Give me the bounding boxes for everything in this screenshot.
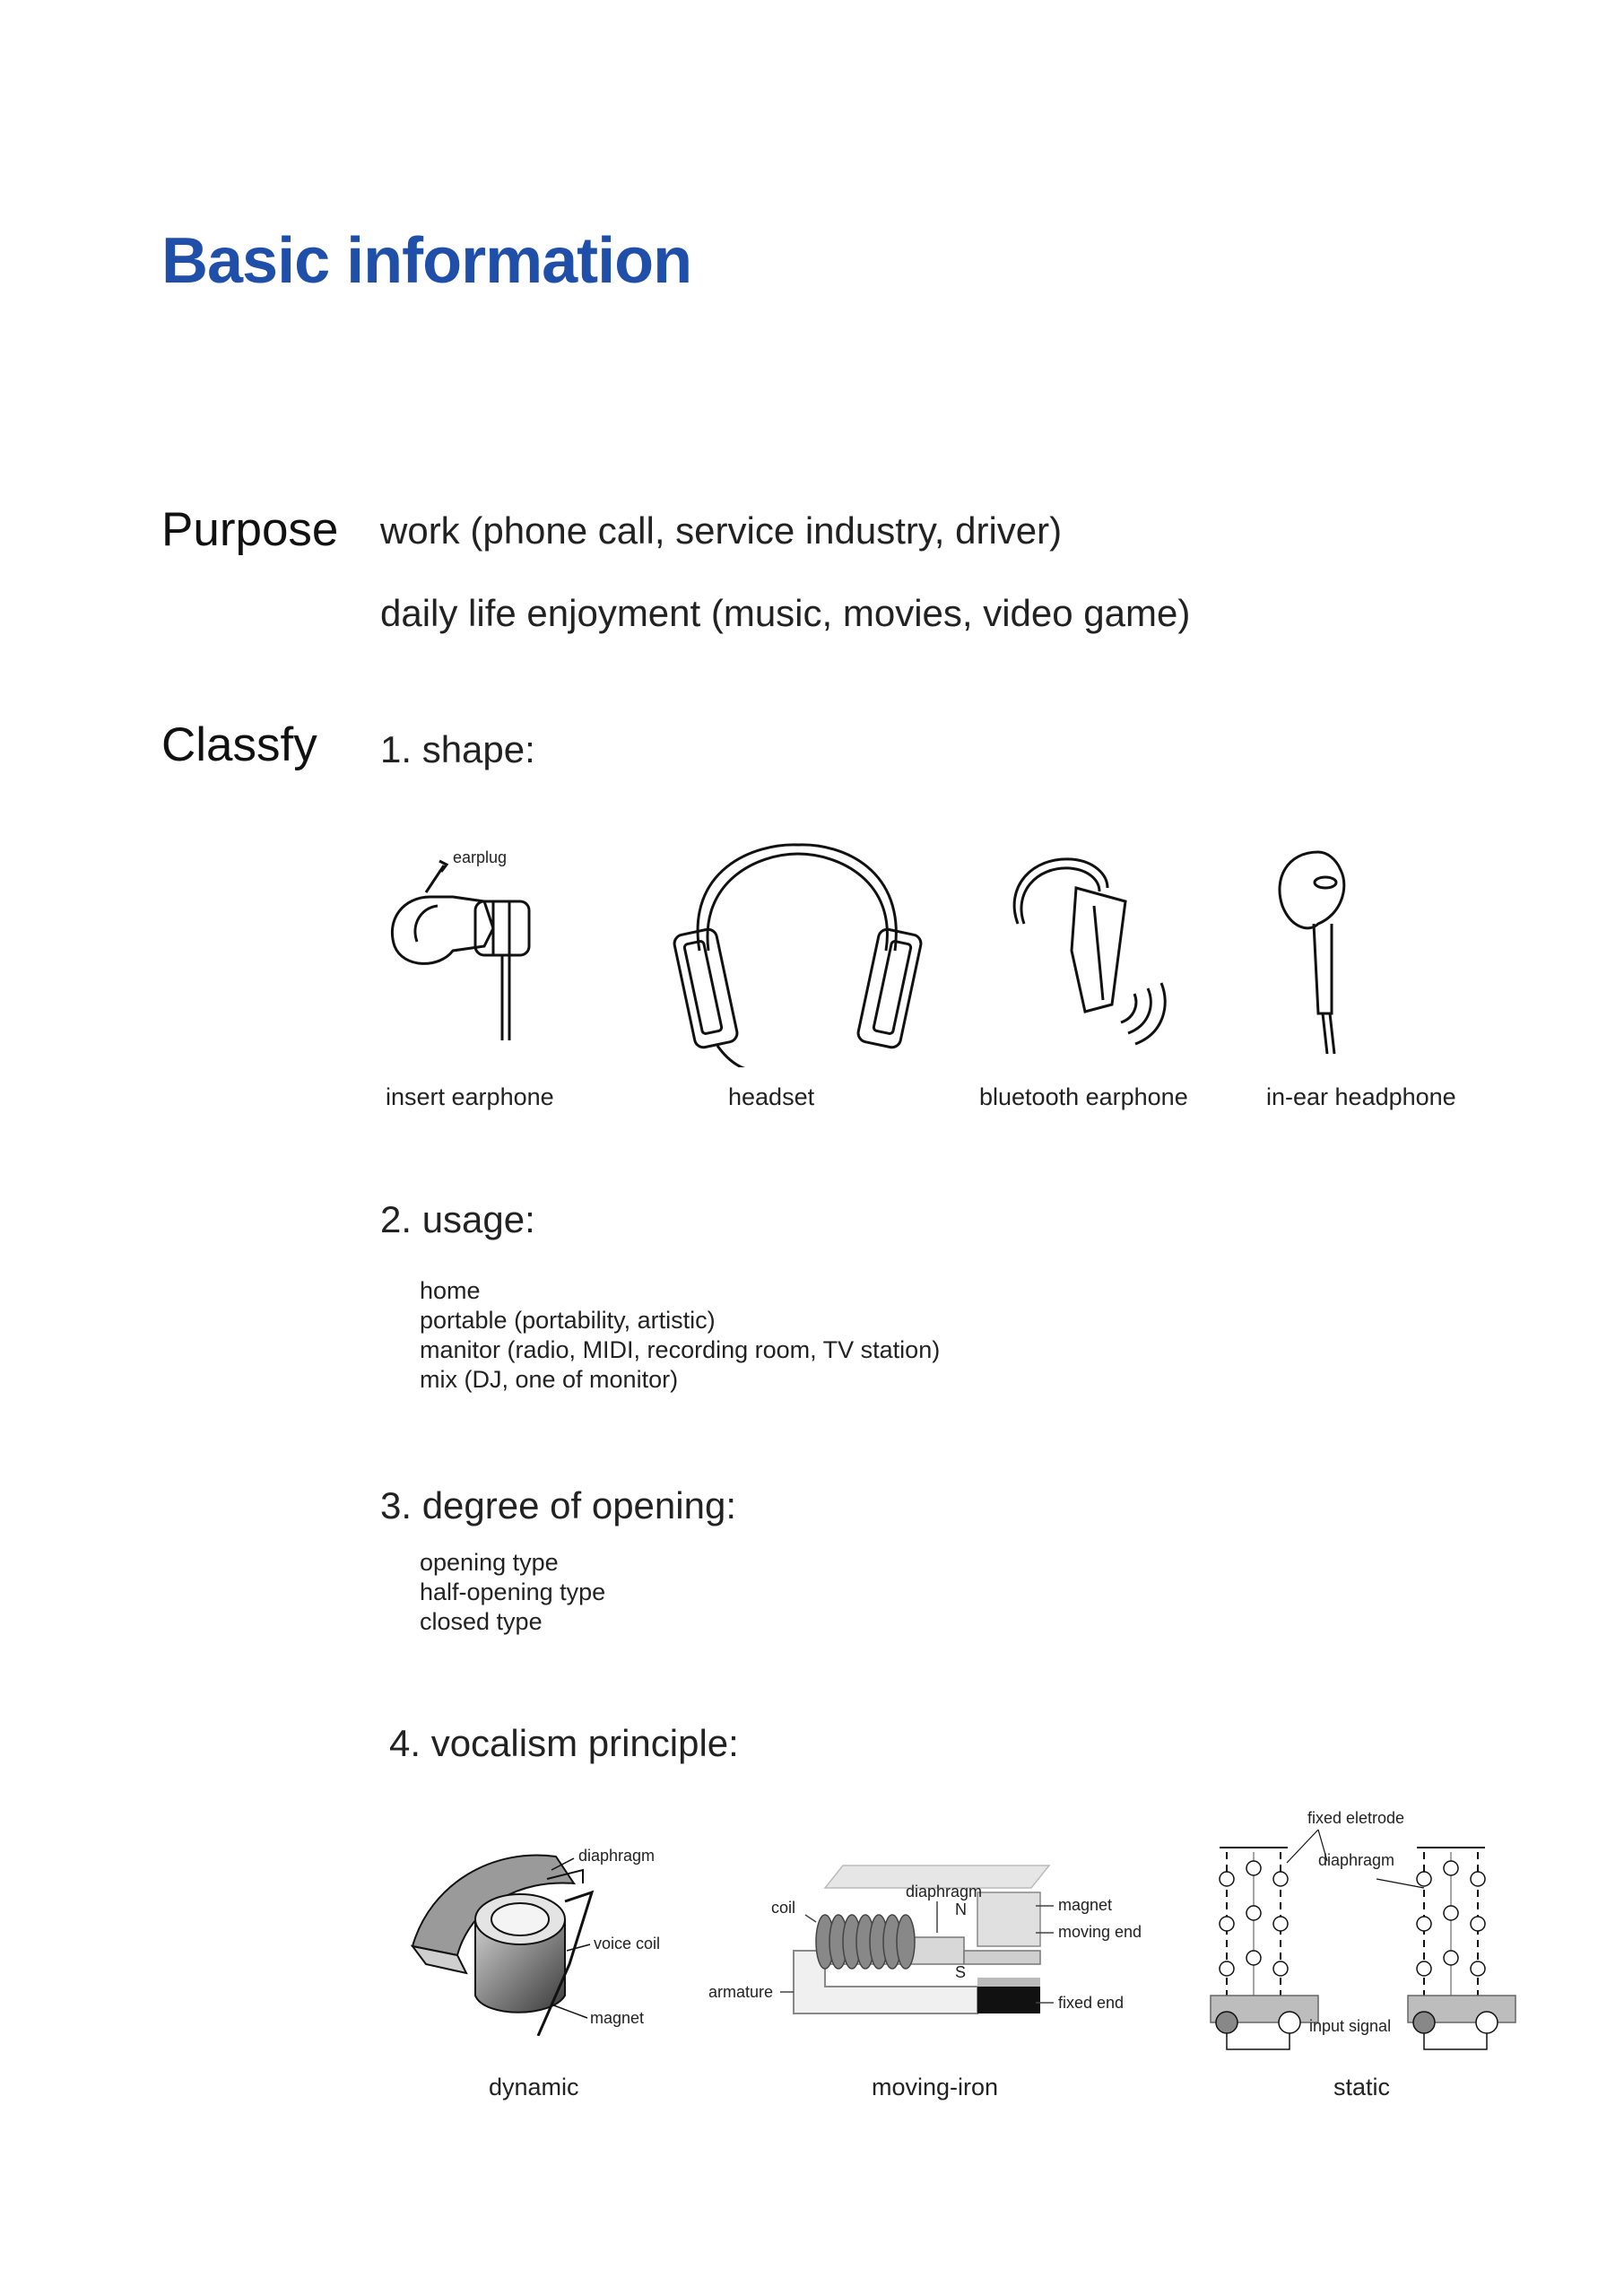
shape-label-bluetooth-earphone: bluetooth earphone	[979, 1083, 1188, 1110]
moving-iron-label-coil: coil	[771, 1899, 796, 1917]
dynamic-label-diaphragm: diaphragm	[578, 1847, 656, 1865]
static-label-diaphragm: diaphragm	[1318, 1851, 1395, 1869]
opening-item: closed type	[420, 1608, 543, 1635]
shape-illustrations	[377, 834, 1498, 1067]
shape-label-headset: headset	[728, 1083, 815, 1110]
static-label-input-signal: input signal	[1309, 2017, 1392, 2035]
earplug-annotation: earplug	[453, 848, 508, 866]
shape-label-insert-earphone: insert earphone	[386, 1083, 554, 1110]
usage-item: manitor (radio, MIDI, recording room, TV station)	[420, 1336, 941, 1363]
vocalism-caption-dynamic: dynamic	[489, 2074, 579, 2100]
moving-iron-diagram	[708, 1852, 1175, 2040]
opening-item: half-opening type	[420, 1578, 606, 1605]
usage-list	[420, 1276, 940, 1395]
dynamic-label-voice-coil: voice coil	[594, 1935, 661, 1952]
moving-iron-label-moving-end: moving end	[1058, 1923, 1142, 1941]
in-ear-headphone-illustration	[1280, 852, 1344, 1054]
insert-earphone-illustration	[392, 861, 529, 1040]
opening-list	[420, 1548, 605, 1637]
moving-iron-label-fixed-end: fixed end	[1058, 1994, 1125, 2012]
vocalism-caption-moving-iron: moving-iron	[872, 2074, 999, 2100]
headset-illustration	[673, 845, 923, 1067]
opening-item: opening type	[420, 1549, 559, 1576]
purpose-label: Purpose	[161, 503, 339, 556]
dynamic-diagram	[395, 1830, 690, 2036]
moving-iron-label-magnet: magnet	[1058, 1896, 1113, 1914]
moving-iron-label-diaphragm: diaphragm	[906, 1883, 983, 1900]
moving-iron-label-s: S	[955, 1963, 967, 1981]
shape-heading: 1. shape:	[380, 728, 535, 770]
shape-label-in-ear-headphone: in-ear headphone	[1266, 1083, 1456, 1110]
opening-heading: 3. degree of opening:	[380, 1484, 736, 1526]
purpose-item-work: work (phone call, service industry, driver)	[380, 509, 1063, 552]
bluetooth-earphone-illustration	[1014, 859, 1165, 1044]
usage-item: home	[420, 1277, 481, 1304]
moving-iron-label-armature: armature	[708, 1983, 774, 2001]
dynamic-label-magnet: magnet	[590, 2009, 645, 2027]
usage-heading: 2. usage:	[380, 1198, 535, 1240]
vocalism-caption-static: static	[1333, 2074, 1391, 2100]
static-diagram	[1202, 1807, 1524, 2063]
moving-iron-label-n: N	[955, 1900, 967, 1918]
usage-item: portable (portability, artistic)	[420, 1307, 716, 1334]
static-label-fixed-eletrode: fixed eletrode	[1307, 1809, 1405, 1827]
page-title: Basic information	[161, 225, 692, 297]
purpose-item-enjoyment: daily life enjoyment (music, movies, video game)	[380, 592, 1191, 634]
classfy-label: Classfy	[161, 718, 317, 771]
usage-item: mix (DJ, one of monitor)	[420, 1366, 679, 1393]
vocalism-heading: 4. vocalism principle:	[389, 1722, 739, 1764]
